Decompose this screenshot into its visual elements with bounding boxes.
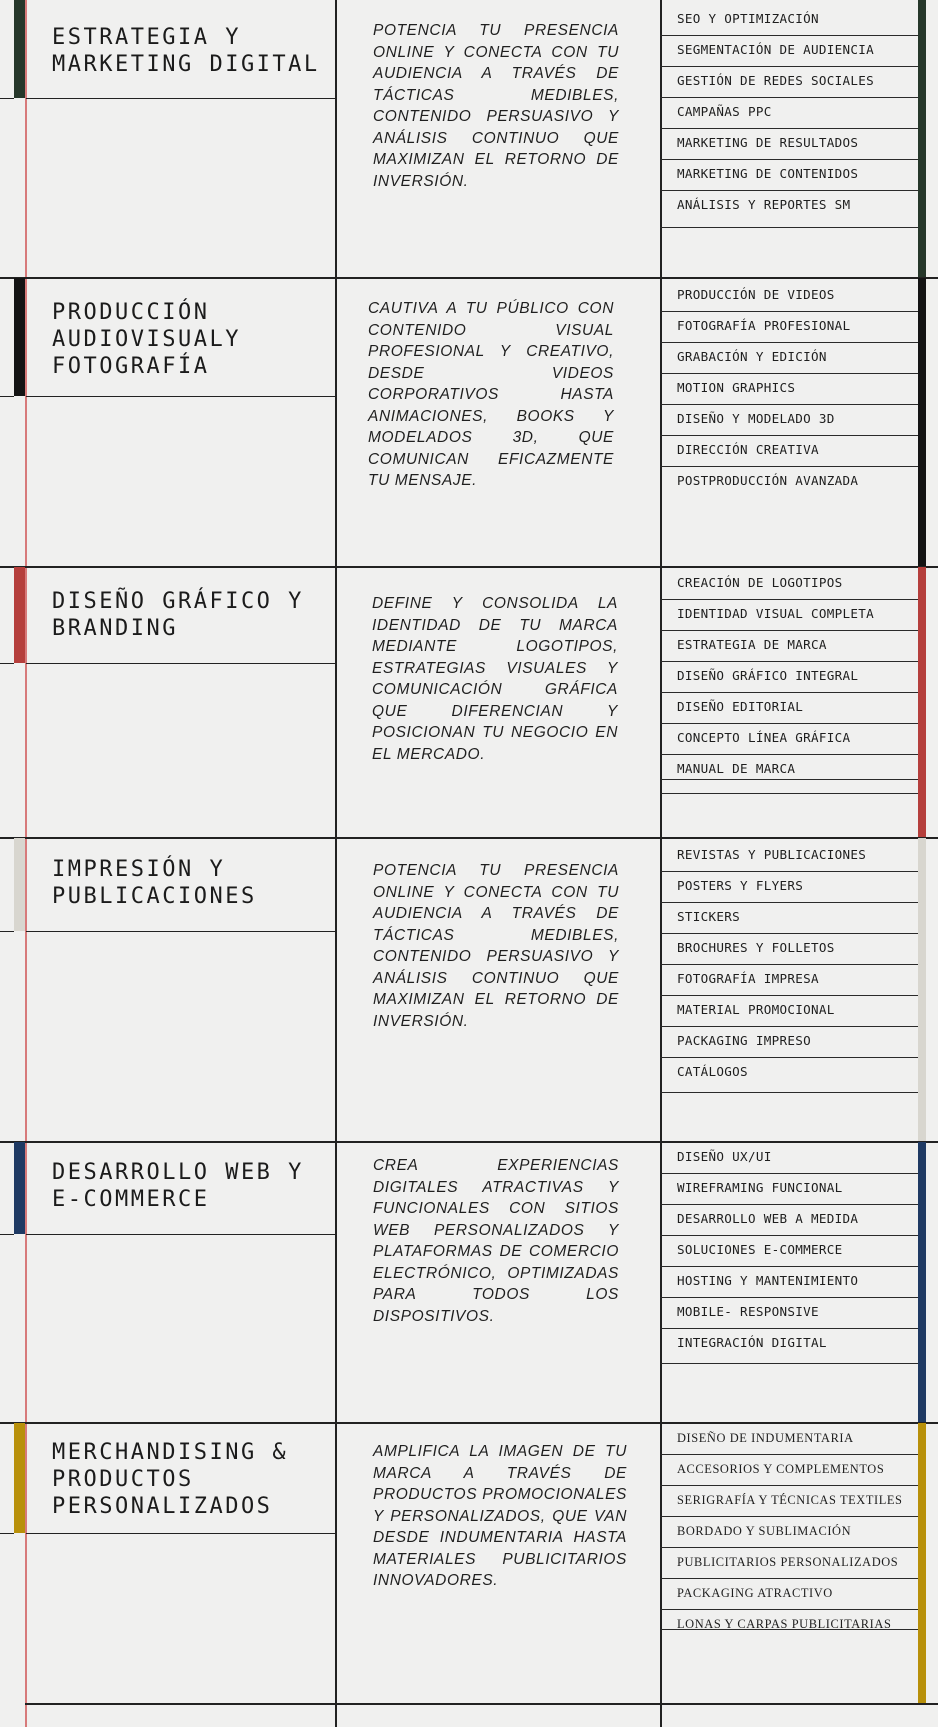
- color-bar-left: [14, 1423, 25, 1533]
- section-description: CAUTIVA A TU PÚBLICO CON CONTENIDO VISUAL PROFESIONAL Y CREATIVO, DESDE VIDEOS CORPORATIVOS HASTA ANIMACIONES, BOOKS Y MODELADOS 3D, QUE COMUNICAN EFICAZMENTE TU MENSAJE.: [368, 300, 614, 489]
- color-bar-right: [918, 838, 926, 1141]
- service-item: DISEÑO EDITORIAL: [660, 693, 918, 724]
- service-list-bottom-rule: [660, 793, 918, 794]
- service-item: PUBLICITARIOS PERSONALIZADOS: [660, 1548, 918, 1579]
- section-description: POTENCIA TU PRESENCIA ONLINE Y CONECTA CON TU AUDIENCIA A TRAVÉS DE TÁCTICAS MEDIBLES, CONTENIDO PERSUASIVO Y ANÁLISIS CONTINUO QUE MAXIMIZAN EL RETORNO DE INVERSIÓN.: [373, 862, 619, 1030]
- service-item: GESTIÓN DE REDES SOCIALES: [660, 67, 918, 98]
- left-rule: [0, 1234, 14, 1235]
- service-item: DESARROLLO WEB A MEDIDA: [660, 1205, 918, 1236]
- service-item: FOTOGRAFÍA PROFESIONAL: [660, 312, 918, 343]
- section-marketing: [0, 0, 938, 277]
- service-item: LONAS Y CARPAS PUBLICITARIAS: [660, 1610, 918, 1630]
- color-bar-right: [918, 278, 926, 566]
- service-item: ANÁLISIS Y REPORTES SM: [660, 191, 918, 228]
- service-item: SEO Y OPTIMIZACIÓN: [660, 5, 918, 36]
- service-item: PACKAGING ATRACTIVO: [660, 1579, 918, 1610]
- section-description: DEFINE Y CONSOLIDA LA IDENTIDAD DE TU MARCA MEDIANTE LOGOTIPOS, ESTRATEGIAS VISUALES Y COMUNICACIÓN GRÁFICA QUE DIFERENCIAN Y POSICIONAN TU NEGOCIO EN EL MERCADO.: [372, 595, 618, 763]
- service-item: MARKETING DE RESULTADOS: [660, 129, 918, 160]
- service-list: [660, 1143, 918, 1364]
- left-rule: [0, 98, 14, 99]
- section-web: [0, 1142, 938, 1422]
- left-rule: [0, 1533, 14, 1534]
- color-bar-right: [918, 0, 926, 277]
- service-item: HOSTING Y MANTENIMIENTO: [660, 1267, 918, 1298]
- service-item: GRABACIÓN Y EDICIÓN: [660, 343, 918, 374]
- service-item: SERIGRAFÍA Y TÉCNICAS TEXTILES: [660, 1486, 918, 1517]
- left-rule: [0, 663, 14, 664]
- service-item: PACKAGING IMPRESO: [660, 1027, 918, 1058]
- service-list: [660, 281, 918, 498]
- service-list: [660, 569, 918, 780]
- service-item: MARKETING DE CONTENIDOS: [660, 160, 918, 191]
- service-item: POSTERS Y FLYERS: [660, 872, 918, 903]
- service-item: CATÁLOGOS: [660, 1058, 918, 1093]
- service-list: [660, 1424, 918, 1630]
- section-description: POTENCIA TU PRESENCIA ONLINE Y CONECTA CON TU AUDIENCIA A TRAVÉS DE TÁCTICAS MEDIBLES, CONTENIDO PERSUASIVO Y ANÁLISIS CONTINUO QUE MAXIMIZAN EL RETORNO DE INVERSIÓN.: [373, 22, 619, 190]
- service-item: CAMPAÑAS PPC: [660, 98, 918, 129]
- service-item: DISEÑO DE INDUMENTARIA: [660, 1424, 918, 1455]
- service-item: INTEGRACIÓN DIGITAL: [660, 1329, 918, 1364]
- left-rule: [0, 396, 14, 397]
- service-item: REVISTAS Y PUBLICACIONES: [660, 841, 918, 872]
- service-item: MOBILE- RESPONSIVE: [660, 1298, 918, 1329]
- service-item: PRODUCCIÓN DE VIDEOS: [660, 281, 918, 312]
- section-title: IMPRESIÓN Y PUBLICACIONES: [52, 857, 257, 909]
- section-description: CREA EXPERIENCIAS DIGITALES ATRACTIVAS Y FUNCIONALES CON SITIOS WEB PERSONALIZADOS Y PLATAFORMAS DE COMERCIO ELECTRÓNICO, OPTIMIZADAS PARA TODOS LOS DISPOSITIVOS.: [373, 1157, 619, 1325]
- service-item: BROCHURES Y FOLLETOS: [660, 934, 918, 965]
- section-title: ESTRATEGIA Y MARKETING DIGITAL: [52, 25, 320, 77]
- title-rule: [26, 1533, 336, 1534]
- color-bar-right: [918, 567, 926, 837]
- service-item: DISEÑO Y MODELADO 3D: [660, 405, 918, 436]
- service-item: ESTRATEGIA DE MARCA: [660, 631, 918, 662]
- section-impresion: [0, 838, 938, 1141]
- service-item: IDENTIDAD VISUAL COMPLETA: [660, 600, 918, 631]
- service-item: DISEÑO UX/UI: [660, 1143, 918, 1174]
- color-bar-right: [918, 1423, 926, 1703]
- service-item: WIREFRAMING FUNCIONAL: [660, 1174, 918, 1205]
- service-item: MOTION GRAPHICS: [660, 374, 918, 405]
- service-item: CREACIÓN DE LOGOTIPOS: [660, 569, 918, 600]
- service-item: SOLUCIONES E-COMMERCE: [660, 1236, 918, 1267]
- section-audiovisual: [0, 278, 938, 566]
- service-item: DISEÑO GRÁFICO INTEGRAL: [660, 662, 918, 693]
- service-item: ACCESORIOS Y COMPLEMENTOS: [660, 1455, 918, 1486]
- section-title: MERCHANDISING & PRODUCTOS PERSONALIZADOS: [52, 1440, 289, 1519]
- section-merch: [0, 1423, 938, 1703]
- service-item: CONCEPTO LÍNEA GRÁFICA: [660, 724, 918, 755]
- color-bar-left: [14, 1142, 25, 1234]
- color-bar-right: [918, 1142, 926, 1422]
- service-item: DIRECCIÓN CREATIVA: [660, 436, 918, 467]
- section-branding: [0, 567, 938, 837]
- service-list: [660, 841, 918, 1093]
- section-description: AMPLIFICA LA IMAGEN DE TU MARCA A TRAVÉS DE PRODUCTOS PROMOCIONALES Y PERSONALIZADOS, QUE VAN DESDE INDUMENTARIA HASTA MATERIALES PUBLICITARIOS INNOVADORES.: [373, 1443, 627, 1589]
- service-item: MANUAL DE MARCA: [660, 755, 918, 780]
- title-rule: [26, 396, 336, 397]
- service-item: POSTPRODUCCIÓN AVANZADA: [677, 473, 859, 488]
- service-item: STICKERS: [660, 903, 918, 934]
- service-item: FOTOGRAFÍA IMPRESA: [660, 965, 918, 996]
- color-bar-left: [14, 838, 25, 931]
- service-item: BORDADO Y SUBLIMACIÓN: [660, 1517, 918, 1548]
- section-title: PRODUCCIÓN AUDIOVISUALY FOTOGRAFÍA: [52, 300, 241, 379]
- section-separator: [25, 1703, 938, 1705]
- left-rule: [0, 931, 14, 932]
- title-rule: [26, 98, 336, 99]
- color-bar-left: [14, 278, 25, 396]
- color-bar-left: [14, 0, 25, 98]
- title-rule: [26, 931, 336, 932]
- section-title: DESARROLLO WEB Y E-COMMERCE: [52, 1160, 304, 1212]
- title-rule: [26, 1234, 336, 1235]
- service-list: [660, 5, 918, 228]
- color-bar-left: [14, 567, 25, 663]
- section-title: DISEÑO GRÁFICO Y BRANDING: [52, 589, 304, 641]
- title-rule: [26, 663, 336, 664]
- service-item: MATERIAL PROMOCIONAL: [660, 996, 918, 1027]
- service-item: SEGMENTACIÓN DE AUDIENCIA: [660, 36, 918, 67]
